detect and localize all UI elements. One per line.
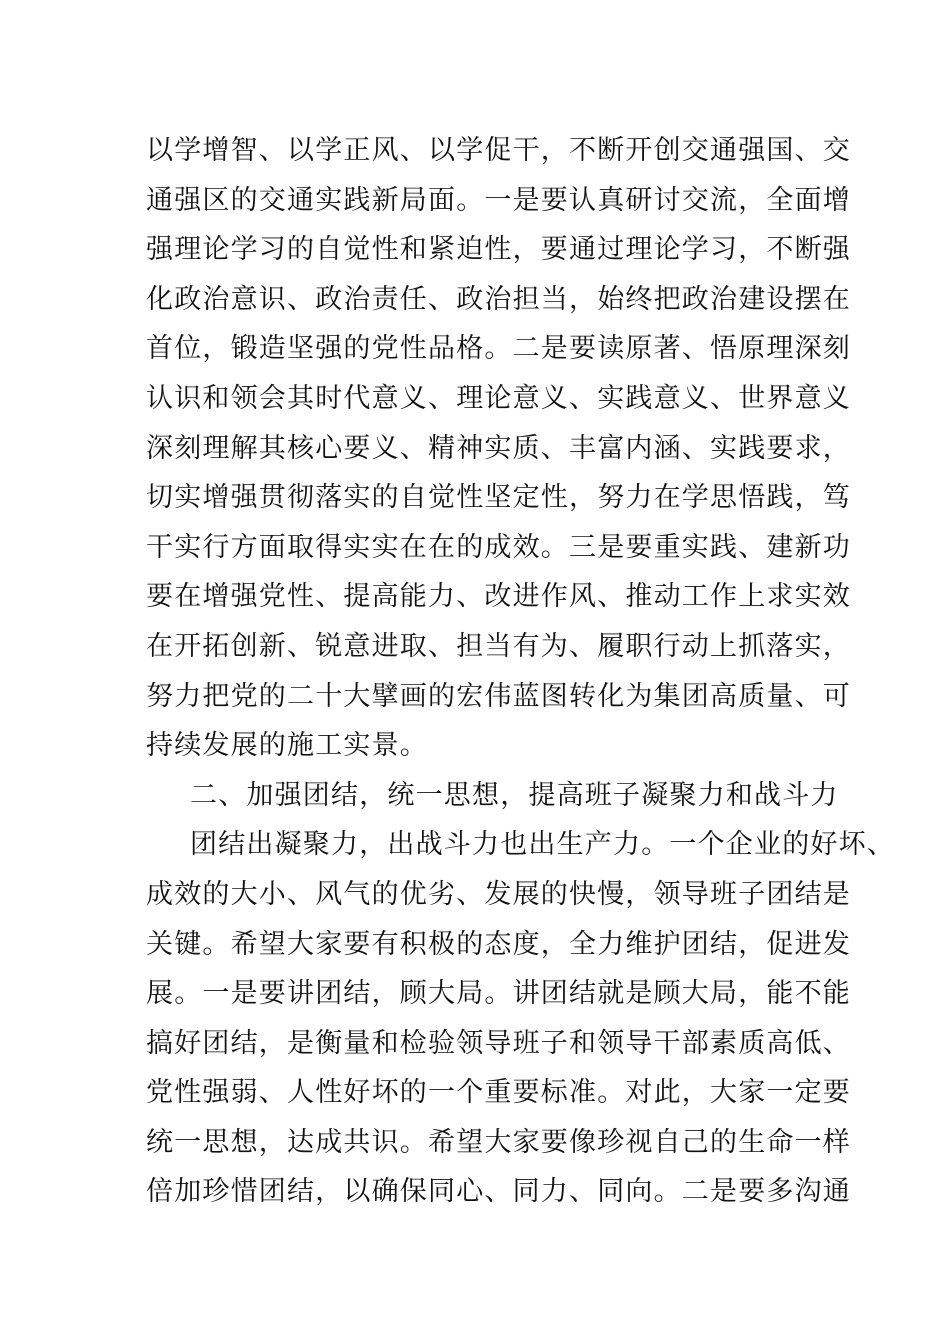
paragraph-first-line: 团结出凝聚力，出战斗力也出生产力。一个企业的好坏、 — [190, 829, 895, 861]
text-line: 首位，锻造坚强的党性品格。二是要读原著、悟原理深刻 — [146, 333, 851, 365]
text-line: 要在增强党性、提高能力、改进作风、推动工作上求实效 — [146, 581, 851, 613]
text-line: 成效的大小、风气的优劣、发展的快慢，领导班子团结是 — [146, 878, 851, 910]
section-heading: 二、加强团结，统一思想，提高班子凝聚力和战斗力 — [190, 779, 839, 811]
text-line: 干实行方面取得实实在在的成效。三是要重实践、建新功 — [146, 531, 851, 563]
text-line: 切实增强贯彻落实的自觉性坚定性，努力在学思悟践，笃 — [146, 482, 851, 514]
text-line: 关键。希望大家要有积极的态度，全力维护团结，促进发 — [146, 928, 851, 960]
text-line: 统一思想，达成共识。希望大家要像珍视自己的生命一样 — [146, 1126, 851, 1158]
text-line: 党性强弱、人性好坏的一个重要标准。对此，大家一定要 — [146, 1077, 851, 1109]
text-line: 持续发展的施工实景。 — [146, 730, 428, 762]
text-line: 倍加珍惜团结，以确保同心、同力、同向。二是要多沟通 — [146, 1176, 851, 1208]
text-line: 在开拓创新、锐意进取、担当有为、履职行动上抓落实， — [146, 630, 851, 662]
text-line: 强理论学习的自觉性和紧迫性，要通过理论学习，不断强 — [146, 234, 851, 266]
text-line: 以学增智、以学正风、以学促干，不断开创交通强国、交 — [146, 135, 851, 166]
text-line: 努力把党的二十大擘画的宏伟蓝图转化为集团高质量、可 — [146, 680, 851, 712]
text-line: 展。一是要讲团结，顾大局。讲团结就是顾大局，能不能 — [146, 978, 851, 1010]
text-line: 认识和领会其时代意义、理论意义、实践意义、世界意义 — [146, 382, 851, 414]
text-line: 深刻理解其核心要义、精神实质、丰富内涵、实践要求， — [146, 432, 851, 464]
text-line: 通强区的交通实践新局面。一是要认真研讨交流，全面增 — [146, 184, 851, 216]
text-line: 搞好团结，是衡量和检验领导班子和领导干部素质高低、 — [146, 1027, 851, 1059]
text-line: 化政治意识、政治责任、政治担当，始终把政治建设摆在 — [146, 283, 851, 315]
body-text — [146, 126, 895, 1217]
